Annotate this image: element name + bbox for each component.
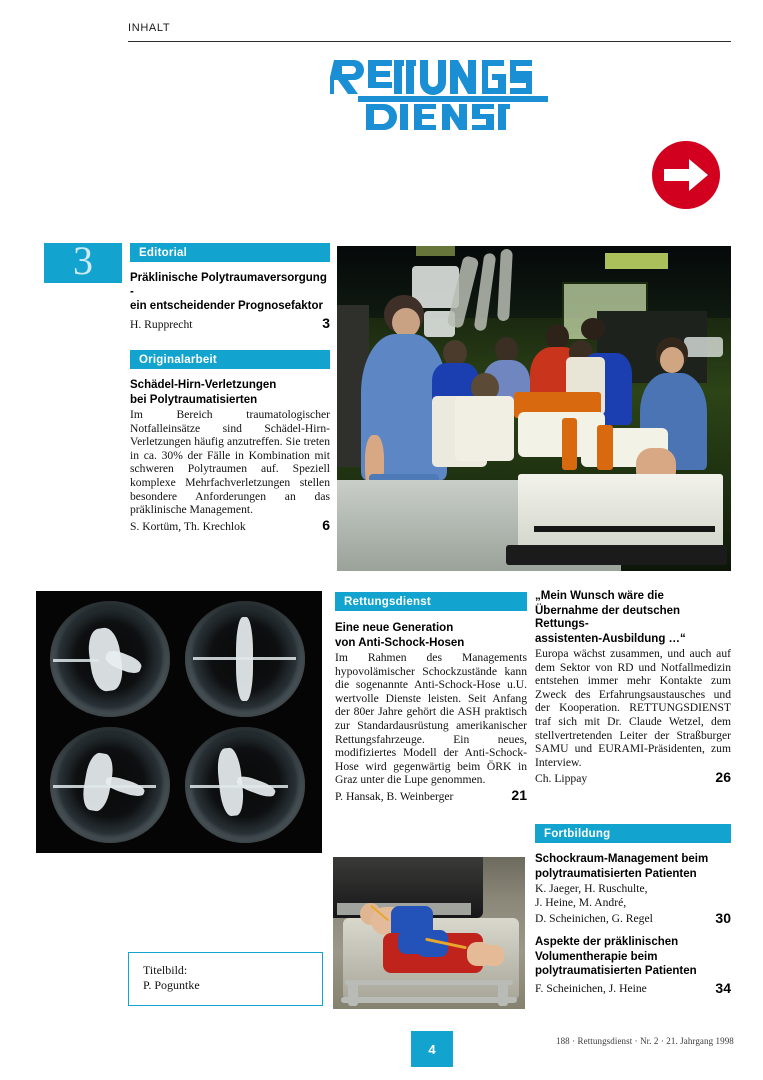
article-interview-footer bbox=[535, 769, 731, 786]
article-interview-title-line2: Übernahme der deutschen Rettungs- bbox=[535, 604, 681, 630]
article-rettungsdienst-title-line1: Eine neue Generation bbox=[335, 622, 454, 634]
article-interview-page[interactable]: 26 bbox=[715, 769, 731, 786]
section-bar-originalarbeit[interactable] bbox=[130, 350, 330, 369]
article-rettungsdienst-body: Im Rahmen des Managements hypovolämischer Schockzustände kann die sogenannte Anti-Schock-Hose u.U. wertvolle Dienste leisten. Seit Anfang der 80er Jahre gehört die ASH praktisch zur Standardausrüstung amerikanischer Rettungsfahrzeuge. Ein neues, modifiziertes Modell der Anti-Schock-Hose wird gegenwärtig beim ÖRK in Graz unter die Lupe genommen. bbox=[335, 651, 527, 787]
article-originalarbeit-title-line1: Schädel-Hirn-Verletzungen bbox=[130, 379, 277, 391]
section-bar-originalarbeit-label: Originalarbeit bbox=[139, 353, 217, 366]
rettungsdienst-logo bbox=[330, 52, 560, 136]
article-originalarbeit-footer bbox=[130, 517, 330, 534]
page-number-box bbox=[411, 1031, 453, 1067]
article-editorial bbox=[130, 272, 330, 332]
article-rettungsdienst-footer bbox=[335, 787, 527, 804]
footer-imprint: 188 · Rettungsdienst · Nr. 2 · 21. Jahrgang 1998 bbox=[556, 1036, 734, 1046]
list-item[interactable] bbox=[535, 853, 731, 926]
header-rule bbox=[128, 41, 731, 42]
article-originalarbeit bbox=[130, 379, 330, 534]
fortbildung-2-authors-line1: F. Scheinichen, J. Heine bbox=[535, 981, 647, 995]
cranial-ct-scan-photo bbox=[36, 591, 322, 853]
fortbildung-1-authors-line3: D. Scheinichen, G. Regel bbox=[535, 912, 653, 926]
fortbildung-2-title-line1: Aspekte der präklinischen bbox=[535, 936, 679, 949]
article-rettungsdienst-title-line2: von Anti-Schock-Hosen bbox=[335, 636, 465, 649]
cover-credit-label: Titelbild: bbox=[143, 963, 188, 977]
fortbildung-1-page[interactable]: 30 bbox=[715, 910, 731, 927]
article-originalarbeit-body: Im Bereich traumatologischer Notfalleinsätze sind Schädel-Hirn-Verletzungen häufig anzutreffen. Sie treten in ca. 30% der Fälle in Kombination mit schweren Polytraumen auf. Speziell komplexe Mehrfachverletzungen stellen besondere Anforderungen an das präklinische Management. bbox=[130, 408, 330, 517]
section-bar-rettungsdienst-label: Rettungsdienst bbox=[344, 595, 431, 608]
article-originalarbeit-page[interactable]: 6 bbox=[322, 516, 330, 533]
cover-credit-name: P. Poguntke bbox=[143, 978, 200, 992]
section-bar-fortbildung-label: Fortbildung bbox=[544, 827, 611, 840]
article-interview-authors: Ch. Lippay bbox=[535, 772, 588, 786]
trauma-room-photo bbox=[337, 246, 731, 571]
article-editorial-title-line2: ein entscheidender Prognosefaktor bbox=[130, 300, 323, 312]
article-rettungsdienst-page[interactable]: 21 bbox=[511, 786, 527, 803]
section-bar-editorial-label: Editorial bbox=[139, 246, 188, 259]
fortbildung-2-footer bbox=[535, 980, 731, 996]
article-originalarbeit-title-line2: bei Polytraumatisierten bbox=[130, 393, 258, 406]
page-number: 4 bbox=[428, 1041, 436, 1057]
issue-number-box bbox=[44, 238, 122, 283]
section-bar-editorial[interactable] bbox=[130, 243, 330, 262]
article-editorial-title-line1: Präklinische Polytraumaversorgung - bbox=[130, 272, 327, 298]
running-head: INHALT bbox=[128, 22, 171, 34]
fortbildung-1-title-line2: polytraumatisierten Patienten bbox=[535, 867, 697, 880]
fortbildung-2-title-line2: Volumentherapie beim bbox=[535, 950, 658, 963]
fortbildung-1-footer bbox=[535, 910, 731, 926]
arrow-right-badge[interactable] bbox=[650, 139, 722, 211]
article-interview-title-line1: „Mein Wunsch wäre die bbox=[535, 590, 664, 602]
section-bar-fortbildung[interactable] bbox=[535, 824, 731, 843]
article-interview bbox=[535, 590, 731, 786]
fortbildung-1-authors-line2: J. Heine, M. André, bbox=[535, 896, 627, 910]
fortbildung-2-title-line3: polytraumatisierten Patienten bbox=[535, 965, 697, 978]
fortbildung-1-title-line1: Schockraum-Management beim bbox=[535, 853, 709, 865]
article-rettungsdienst-authors: P. Hansak, B. Weinberger bbox=[335, 789, 454, 803]
article-editorial-authors: H. Rupprecht bbox=[130, 317, 193, 331]
article-interview-title-line3: assistenten-Ausbildung …“ bbox=[535, 632, 686, 645]
list-item[interactable] bbox=[535, 936, 731, 996]
article-list-fortbildung bbox=[535, 853, 731, 996]
article-editorial-page[interactable]: 3 bbox=[322, 314, 330, 331]
issue-number: 3 bbox=[73, 238, 93, 283]
article-originalarbeit-authors: S. Kortüm, Th. Krechlok bbox=[130, 519, 246, 533]
fortbildung-2-page[interactable]: 34 bbox=[715, 979, 731, 996]
anti-shock-trousers-photo bbox=[333, 857, 525, 1009]
article-editorial-footer bbox=[130, 315, 330, 332]
article-rettungsdienst bbox=[335, 622, 527, 804]
cover-credit-box bbox=[128, 952, 323, 1006]
section-bar-rettungsdienst[interactable] bbox=[335, 592, 527, 611]
fortbildung-1-authors-line1: K. Jaeger, H. Ruschulte, bbox=[535, 882, 648, 895]
article-interview-body: Europa wächst zusammen, und auch auf dem Sektor von RD und Notfallmedizin entstehen immer mehr Kontakte zum Zweck des Erfahrungsaustausches und der Kooperation. RETTUNGSDIENST traf sich mit Dr. Claude Wetzel, dem stellvertretenden Leiter der Straßburger SAMU und EURAMI-Präsidenten, zum Interview. bbox=[535, 647, 731, 769]
